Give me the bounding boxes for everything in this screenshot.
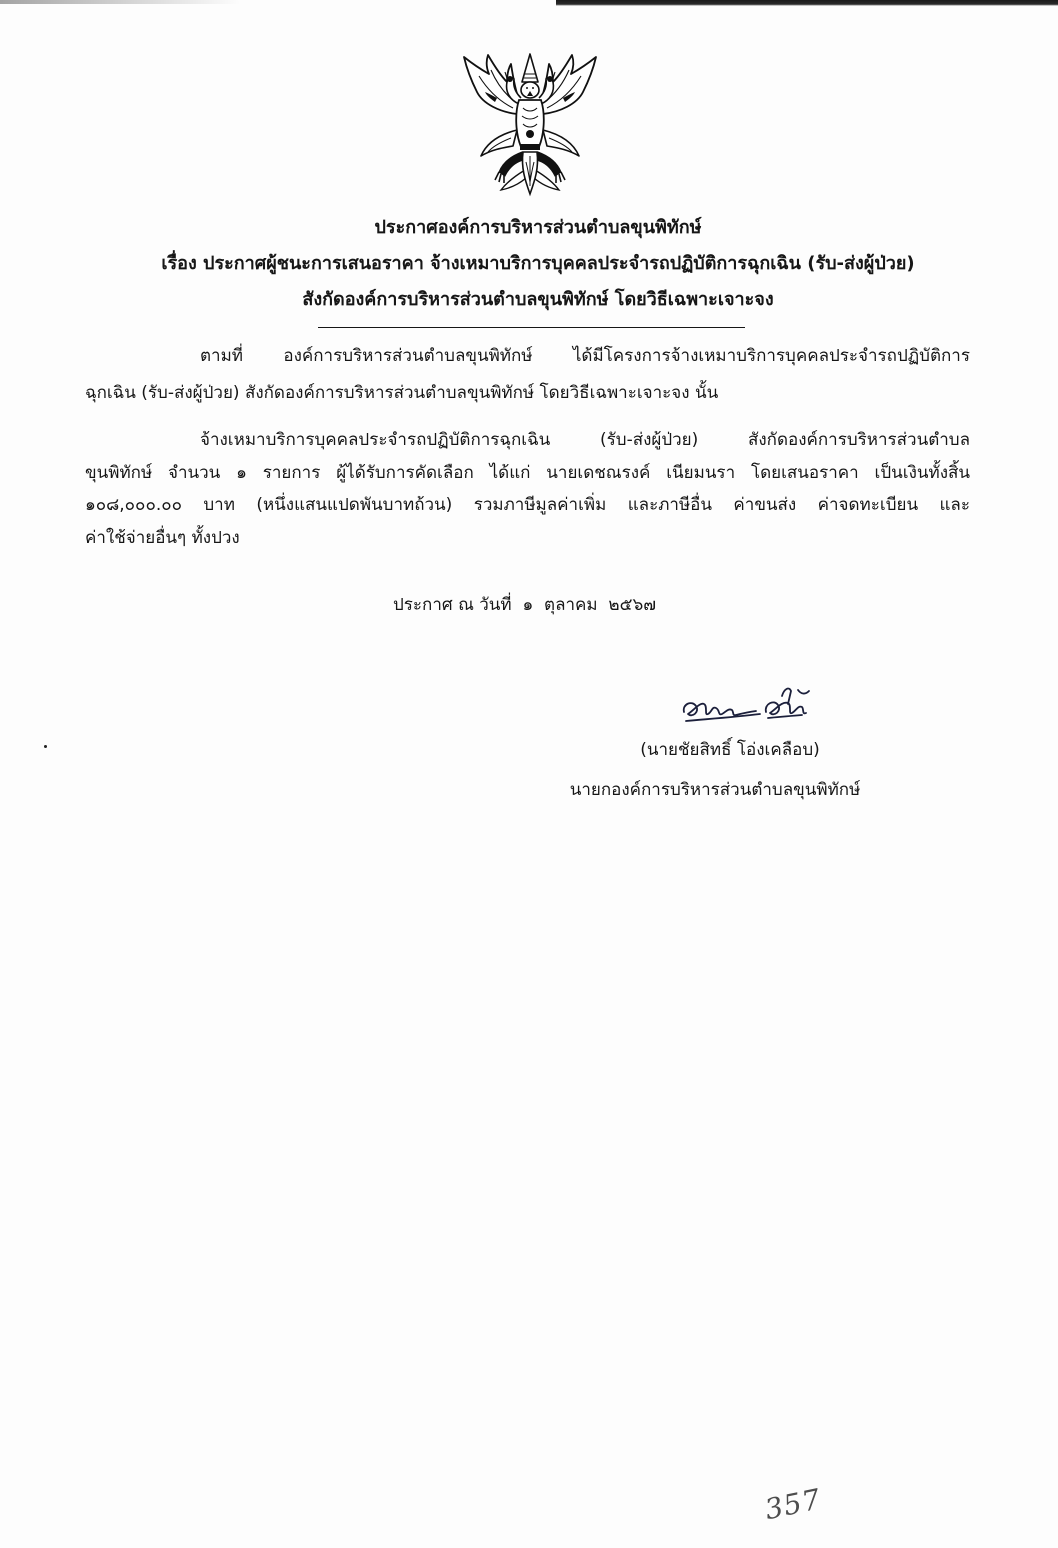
paragraph-line: ขุนพิทักษ์ จำนวน ๑ รายการ ผู้ได้รับการคัดเลือก ได้แก่ นายเดชณรงค์ เนียมนรา โดยเสนอราคา เป็นเงินทั้งสิ้น bbox=[85, 462, 970, 483]
scan-speck bbox=[44, 745, 47, 748]
scan-shadow-top-left bbox=[0, 0, 240, 4]
paragraph-award-details bbox=[85, 424, 970, 554]
title-line-issuer: ประกาศองค์การบริหารส่วนตำบลขุนพิทักษ์ bbox=[374, 217, 702, 238]
signature bbox=[678, 682, 818, 732]
paragraph-line: ตามที่ องค์การบริหารส่วนตำบลขุนพิทักษ์ ได้มีโครงการจ้างเหมาบริการบุคคลประจำรถปฏิบัติการ bbox=[200, 346, 970, 366]
paragraph-line: ๑๐๘,๐๐๐.๐๐ บาท (หนึ่งแสนแปดพันบาทถ้วน) รวมภาษีมูลค่าเพิ่ม และภาษีอื่น ค่าขนส่ง ค่าจดทะเบียน และ bbox=[85, 495, 970, 515]
signatory-position: นายกองค์การบริหารส่วนตำบลขุนพิทักษ์ bbox=[569, 780, 861, 800]
title-divider bbox=[318, 327, 745, 328]
scan-shadow-top-right bbox=[556, 0, 1058, 6]
paragraph-line: ค่าใช้จ่ายอื่นๆ ทั้งปวง bbox=[85, 527, 240, 548]
paragraph-line: จ้างเหมาบริการบุคคลประจำรถปฏิบัติการฉุกเฉิน (รับ-ส่งผู้ป่วย) สังกัดองค์การบริหารส่วนตำบล bbox=[200, 430, 970, 450]
garuda-emblem-icon bbox=[455, 52, 605, 197]
announcement-date: ประกาศ ณ วันที่ ๑ ตุลาคม ๒๕๖๗ bbox=[393, 595, 657, 615]
paragraph-background bbox=[85, 338, 970, 412]
paragraph-line: ฉุกเฉิน (รับ-ส่งผู้ป่วย) สังกัดองค์การบริหารส่วนตำบลขุนพิทักษ์ โดยวิธีเฉพาะเจาะจง นั้น bbox=[85, 383, 719, 403]
signatory-name: (นายชัยสิทธิ์ โอ่งเคลือบ) bbox=[640, 740, 820, 760]
title-line-affiliation: สังกัดองค์การบริหารส่วนตำบลขุนพิทักษ์ โดยวิธีเฉพาะเจาะจง bbox=[302, 289, 774, 310]
handwritten-page-number: 357 bbox=[762, 1482, 825, 1527]
title-line-subject: เรื่อง ประกาศผู้ชนะการเสนอราคา จ้างเหมาบริการบุคคลประจำรถปฏิบัติการฉุกเฉิน (รับ-ส่งผู้ป่วย) bbox=[161, 253, 915, 274]
announcement-title bbox=[108, 210, 968, 318]
